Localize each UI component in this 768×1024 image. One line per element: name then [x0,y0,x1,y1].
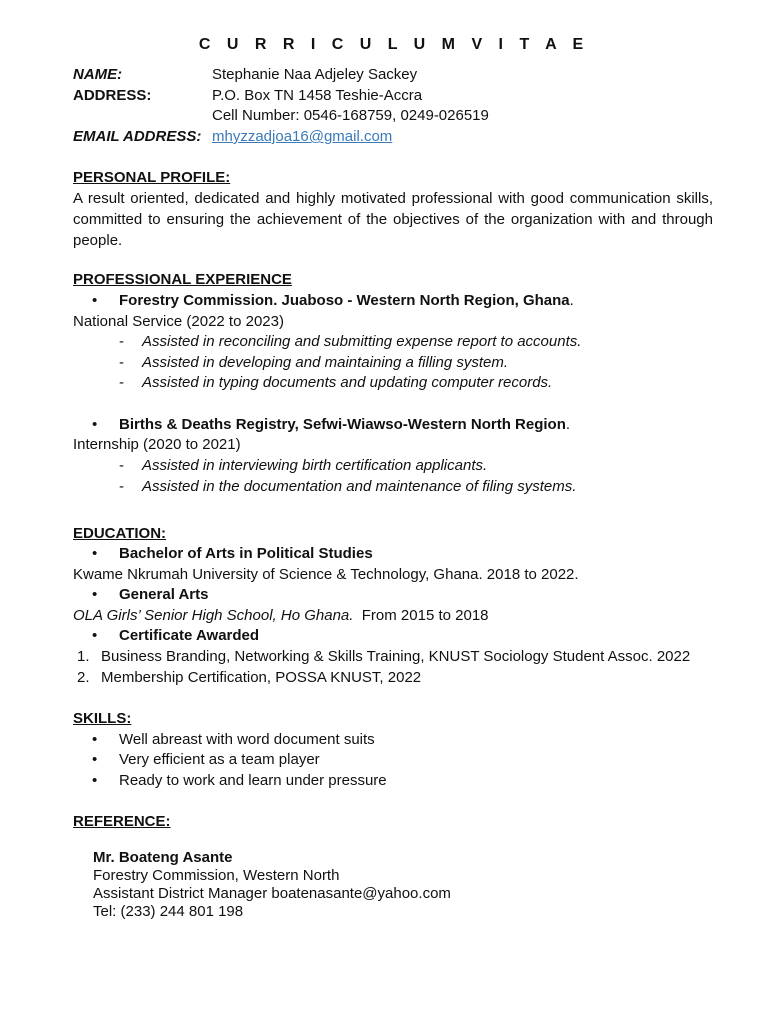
skill-item: • Well abreast with word document suits [92,731,375,748]
address-value: P.O. Box TN 1458 Teshie-Accra [212,87,423,104]
reference-tel: Tel: (233) 244 801 198 [93,903,244,920]
bullet-icon: • [92,545,98,562]
job-duty: - Assisted in reconciling and submitting expense report to accounts. [119,333,582,350]
reference-title: Assistant District Manager boatenasante@yahoo.com [93,885,451,902]
document-title: C U R R I C U L U M V I T A E [198,36,590,53]
job-duty: - Assisted in the documentation and maintenance of filing systems. [119,478,577,495]
bullet-icon: • [92,751,98,768]
job-role: National Service (2022 to 2023) [73,313,284,330]
bullet-icon: • [92,292,98,309]
reference-org: Forestry Commission, Western North [93,867,340,884]
profile-text: A result oriented, dedicated and highly motivated professional with good communication skills, committed to ensuring the achievement of the objectives of the organization with and through people. [73,190,713,249]
job-org: • Births & Deaths Registry, Sefwi-Wiawso-Western North Region. [92,416,571,433]
profile-heading: PERSONAL PROFILE: [73,169,231,186]
job-duty: - Assisted in developing and maintaining a filling system. [119,354,509,371]
bullet-icon: • [92,627,98,644]
certificate-item: 2. Membership Certification, POSSA KNUST, 2022 [77,669,422,686]
address-label: ADDRESS: [73,87,152,104]
email-row [73,128,392,145]
phone-value: Cell Number: 0546-168759, 0249-026519 [212,107,489,124]
bullet-icon: • [92,772,98,789]
reference-name: Mr. Boateng Asante [93,849,233,866]
education-degree: • Bachelor of Arts in Political Studies [92,545,373,562]
bullet-icon: • [92,586,98,603]
phone-row [212,107,489,124]
email-link[interactable]: mhyzzadjoa16@gmail.com [212,128,393,145]
skills-heading: SKILLS: [73,710,132,727]
certificate-item: 1. Business Branding, Networking & Skills Training, KNUST Sociology Student Assoc. 2022 [77,648,691,665]
name-row [73,66,417,83]
bullet-icon: • [92,731,98,748]
job-org: • Forestry Commission. Juaboso - Western North Region, Ghana. [92,292,574,309]
degree-school: Kwame Nkrumah University of Science & Technology, Ghana. 2018 to 2022. [73,566,579,583]
job-duty: - Assisted in interviewing birth certification applicants. [119,457,488,474]
bullet-icon: • [92,416,98,433]
job-role: Internship (2020 to 2021) [73,436,241,453]
job-duty: - Assisted in typing documents and updating computer records. [119,374,553,391]
name-value: Stephanie Naa Adjeley Sackey [212,66,418,83]
name-label: NAME: [73,66,123,83]
education-heading: EDUCATION: [73,525,167,542]
cert-heading: • Certificate Awarded [92,627,260,644]
experience-heading: PROFESSIONAL EXPERIENCE [73,271,292,288]
address-row [73,87,422,104]
reference-heading: REFERENCE: [73,813,171,830]
shs-school: OLA Girls’ Senior High School, Ho Ghana. From 2015 to 2018 [73,607,489,624]
skill-item: • Very efficient as a team player [92,751,320,768]
education-general: • General Arts [92,586,209,603]
skill-item: • Ready to work and learn under pressure [92,772,387,789]
email-label: EMAIL ADDRESS: [73,128,202,145]
